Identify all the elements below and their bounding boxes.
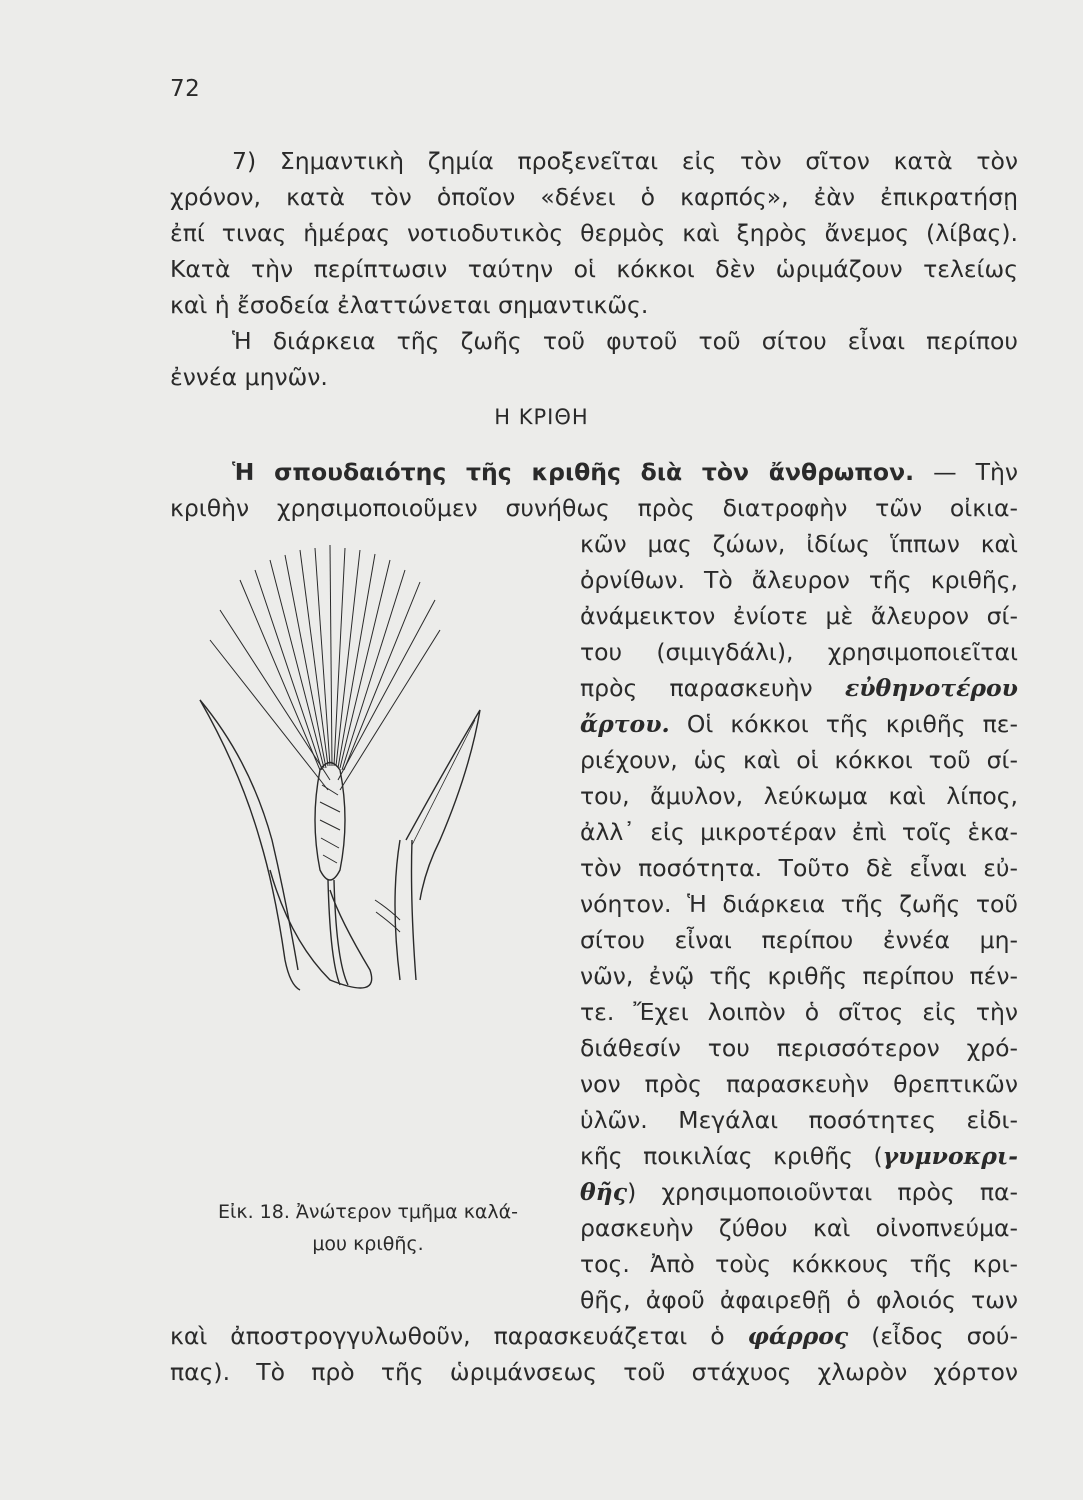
column-line <box>580 1177 1018 1209</box>
column-line: ρασκευὴν ζύθου καὶ οἰνοπνεύμα- <box>580 1214 1018 1242</box>
col-prep: πρὸς παρασκευὴν <box>580 674 813 702</box>
ear-outline <box>315 763 345 881</box>
column-line: του, ἄμυλον, λεύκωμα καὶ λίπος, <box>580 782 1018 810</box>
column-line: νον πρὸς παρασκευὴν θρεπτικῶν <box>580 1070 1018 1098</box>
figure-caption-line: μου κριθῆς. <box>312 1233 424 1255</box>
italic-term: γυμνοκρι- <box>882 1142 1018 1170</box>
italic-term: ἄρτου. <box>580 710 670 738</box>
column-line: τος. Ἀπὸ τοὺς κόκκους τῆς κρι- <box>580 1250 1018 1278</box>
paragraph2-line: ἐννέα μηνῶν. <box>170 363 328 391</box>
column-line: του (σιμιγδάλι), χρησιμοποιεῖται <box>580 638 1018 666</box>
paragraph1-line: Κατὰ τὴν περίπτωσιν ταύτην οἱ κόκκοι δὲν ὡριμάζουν τελείως <box>170 255 1018 283</box>
column-line <box>580 1141 1018 1173</box>
column-line: διάθεσίν του περισσότερον χρό- <box>580 1034 1018 1062</box>
page-number: 72 <box>170 76 201 102</box>
paragraph1-line: 7) Σημαντικὴ ζημία προξενεῖται εἰς τὸν σῖτον κατὰ τὸν <box>232 147 1018 175</box>
awns <box>210 545 440 790</box>
column-line: ὑλῶν. Μεγάλαι ποσότητες εἰδι- <box>580 1106 1018 1134</box>
column-line: τὸν ποσότητα. Τοῦτο δὲ εἶναι εὐ- <box>580 854 1018 882</box>
leaf-right <box>406 710 480 900</box>
italic-term: εὐθηνοτέρου <box>844 674 1018 702</box>
column-line: θῆς, ἀφοῦ ἀφαιρεθῇ ὁ φλοιός των <box>580 1286 1018 1314</box>
column-line: ἀνάμεικτον ἐνίοτε μὲ ἄλευρον σί- <box>580 602 1018 630</box>
column-line: σίτου εἶναι περίπου ἐννέα μη- <box>580 926 1018 954</box>
heading-bold: Ἡ σπουδαιότης τῆς κριθῆς διὰ τὸν ἄνθρωπον. <box>232 458 915 486</box>
column-line <box>580 673 1018 705</box>
col-text: ) χρησιμοποιοῦνται πρὸς πα- <box>627 1178 1018 1206</box>
sheath-right <box>395 840 416 980</box>
column-line: ὀρνίθων. Τὸ ἄλευρον τῆς κριθῆς, <box>580 566 1018 594</box>
leaf-left <box>200 700 300 990</box>
paragraph2-line: Ἡ διάρκεια τῆς ζωῆς τοῦ φυτοῦ τοῦ σίτου εἶναι περίπου <box>232 327 1018 355</box>
col-text: Οἱ κόκκοι τῆς κριθῆς πε- <box>669 710 1018 738</box>
column-line: ριέχουν, ὡς καὶ οἱ κόκκοι τοῦ σί- <box>580 746 1018 774</box>
figure-caption-line: Εἰκ. 18. Ἀνώτερον τμῆμα καλά- <box>217 1201 519 1223</box>
paragraph1-line: καὶ ἡ ἔσοδεία ἐλαττώνεται σημαντικῶς. <box>170 291 649 319</box>
italic-term: φάρρος <box>747 1322 849 1350</box>
italic-term: θῆς <box>580 1178 628 1206</box>
final-text: (εἶδος σού- <box>848 1322 1018 1350</box>
body-line <box>170 1321 1018 1353</box>
column-line: κῶν μας ζώων, ἰδίως ἵππων καὶ <box>580 530 1018 558</box>
paragraph1-line: χρόνον, κατὰ τὸν ὁποῖον «δένει ὁ καρπός», ἐὰν ἐπικρατήσῃ <box>170 183 1018 211</box>
heading-rest: — Τὴν <box>914 458 1018 486</box>
barley-illustration <box>180 540 560 1000</box>
heading-line <box>232 457 1018 489</box>
final-text: καὶ ἀποστρογγυλωθοῦν, παρασκευάζεται ὁ <box>170 1322 748 1350</box>
leaf-lower <box>270 870 372 988</box>
column-line: τε. Ἔχει λοιπὸν ὁ σῖτος εἰς τὴν <box>580 998 1018 1026</box>
column-line: νῶν, ἐνῷ τῆς κριθῆς περίπου πέν- <box>580 962 1018 990</box>
section-title: Η ΚΡΙΘΗ <box>494 405 589 429</box>
column-line: ἀλλ᾽ εἰς μικροτέραν ἐπὶ τοῖς ἑκα- <box>580 818 1018 846</box>
body-line: πας). Τὸ πρὸ τῆς ὡριμάνσεως τοῦ στάχυος χλωρὸν χόρτον <box>170 1358 1018 1386</box>
paragraph1-line: ἐπί τινας ἡμέρας νοτιοδυτικὸς θερμὸς καὶ ξηρὸς ἄνεμος (λίβας). <box>170 219 1018 247</box>
column-line <box>580 709 1018 741</box>
body-line: κριθὴν χρησιμοποιοῦμεν συνήθως πρὸς διατροφὴν τῶν οἰκια- <box>170 494 1018 522</box>
column-line: νόητον. Ἡ διάρκεια τῆς ζωῆς τοῦ <box>580 890 1018 918</box>
col-text: κῆς ποικιλίας κριθῆς ( <box>580 1142 883 1170</box>
